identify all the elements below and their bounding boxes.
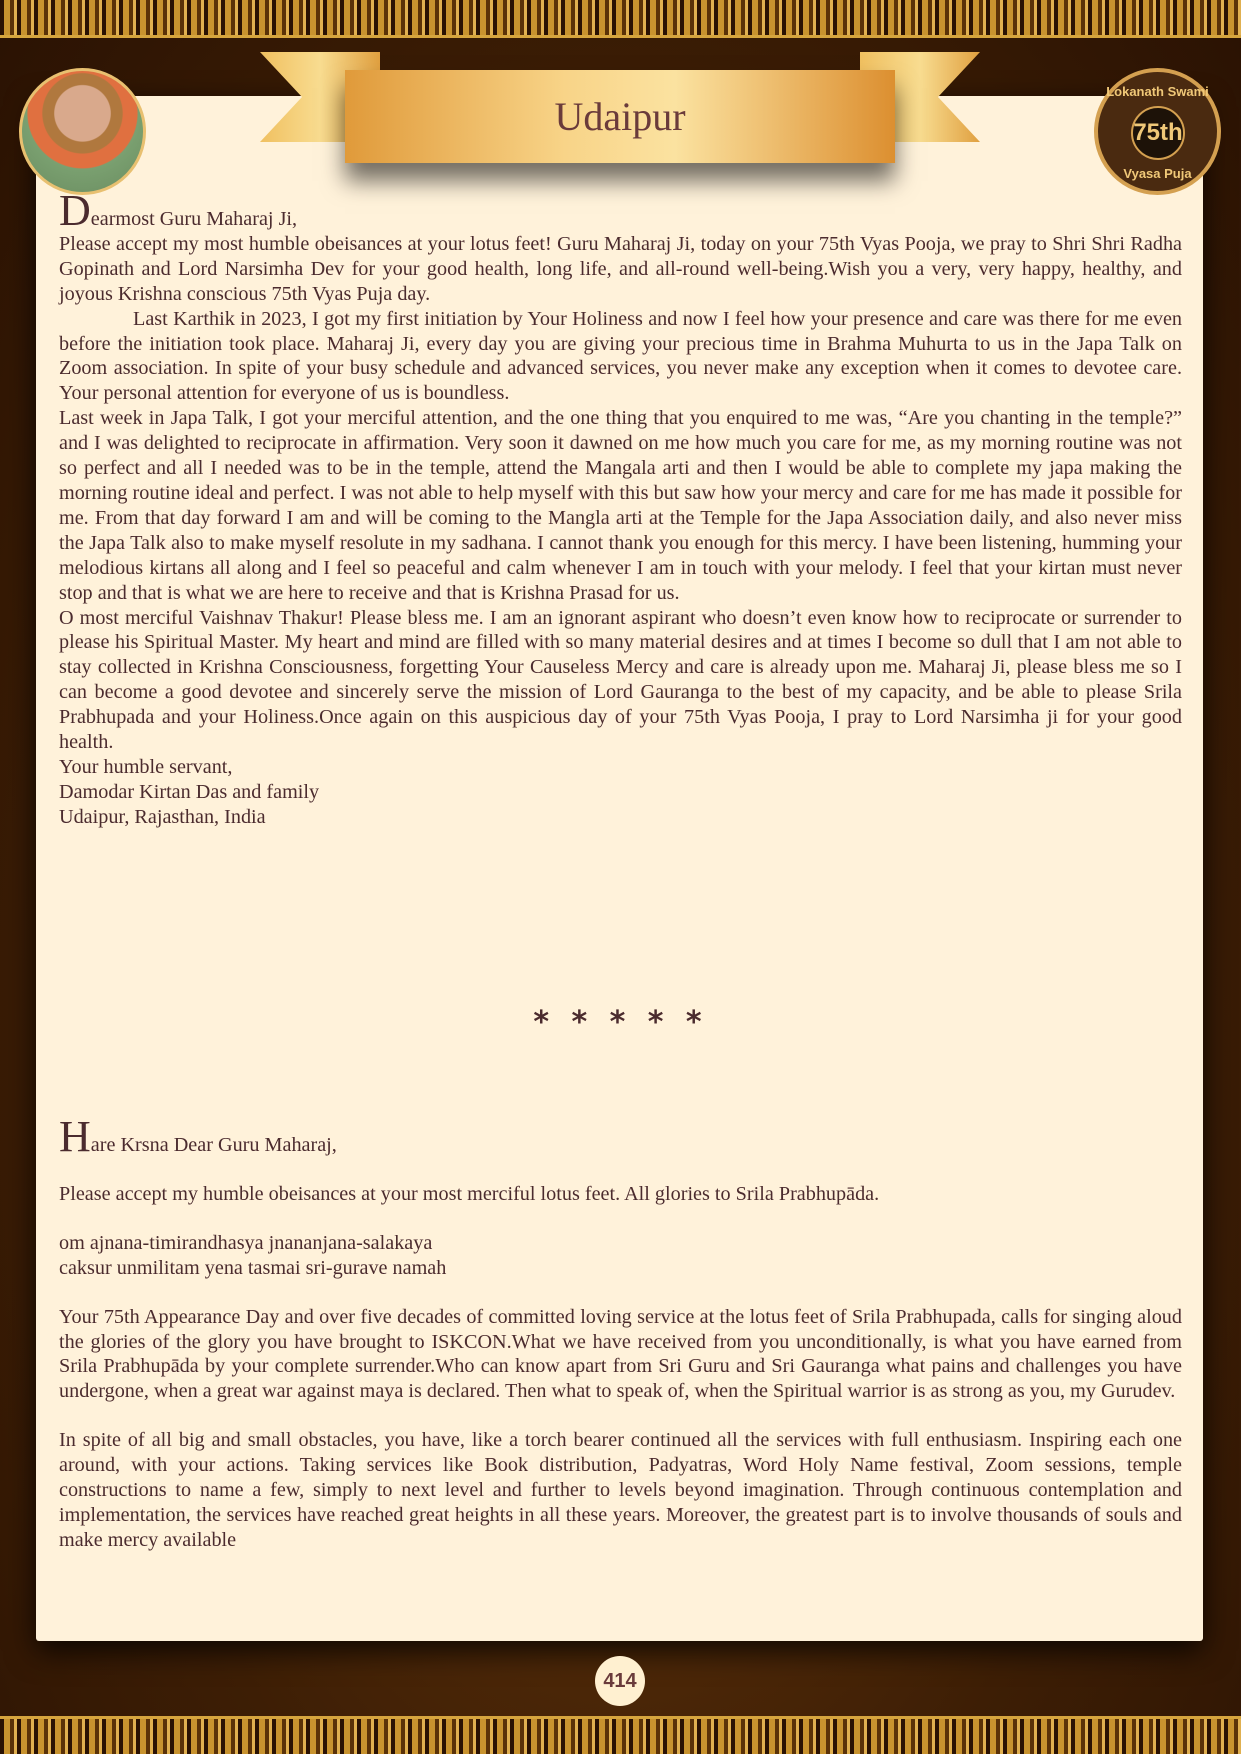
salutation — [59, 186, 1182, 235]
paragraph: Last Karthik in 2023, I got my first initiation by Your Holiness and now I feel how your presence and care was there for me even before the initiation took place. Maharaj Ji, every day you are giving your precious time in Brahma Muhurta to us in the Japa Talk on Zoom association. In spite of your busy schedule and advanced services, you never make any exception when it comes to devotee care. Your personal attention for everyone of us is boundless. — [59, 307, 1182, 405]
closing: Your humble servant, — [59, 755, 233, 778]
drop-cap: H — [59, 1112, 91, 1161]
drop-cap: D — [59, 186, 91, 235]
bottom-ornamental-border — [0, 1716, 1241, 1754]
badge-top-text: Lokanath Swami — [1106, 84, 1209, 99]
guru-portrait — [19, 68, 146, 195]
signature: Damodar Kirtan Das and family — [59, 780, 320, 803]
vyasa-puja-badge-logo — [1094, 68, 1221, 195]
paragraph: Last week in Japa Talk, I got your merciful attention, and the one thing that you enquired to me was, “Are you chanting in the temple?” and I was delighted to reciprocate in affirmation. Very soon it dawned on me how much you care for me, as my morning routine was not so perfect and all I needed was to be in the temple, attend the Mangala arti and then I would be able to complete my japa making the morning routine ideal and perfect. I was not able to help myself with this but saw how your mercy and care for me has made it possible for me. From that day forward I am and will be coming to the Mangla arti at the Temple for the Japa Association daily, and also never miss the Japa Talk also to make myself resolute in my sadhana. I cannot thank you enough for this mercy. I have been listening, humming your melodious kirtans all along and I feel so peaceful and calm whenever I am in touch with your melody. I feel that your kirtan must never stop and that is what we are here to receive and that is Krishna Prasad for us. — [59, 407, 1182, 604]
salutation-text: earmost Guru Maharaj Ji, — [90, 208, 298, 230]
verse-line: om ajnana-timirandhasya jnananjana-salakaya — [59, 1231, 433, 1254]
page-number: 414 — [595, 1656, 645, 1706]
section-separator: * * * * * — [533, 1005, 708, 1040]
paragraph: O most merciful Vaishnav Thakur! Please bless me. I am an ignorant aspirant who doesn’t even know how to reciprocate or surrender to please his Spiritual Master. My heart and mind are filled with so many material desires and at times I become so dull that I am not able to stay collected in Krishna Consciousness, forgetting Your Causeless Mercy and care is already upon me. Maharaj Ji, please bless me so I can become a good devotee and sincerely serve the mission of Lord Gauranga to the best of my capacity, and be able to please Srila Prabhupada and your Holiness.Once again on this auspicious day of your 75th Vyas Pooja, I pray to Lord Narsimha ji for your good health. — [59, 606, 1182, 754]
title-ribbon — [345, 70, 895, 163]
paragraph: In spite of all big and small obstacles, you have, like a torch bearer continued all the services with full enthusiasm. Inspiring each one around, with your actions. Taking services like Book distribution, Padyatras, Word Holy Name festival, Zoom sessions, temple constructions to name a few, simply to next level and further to levels beyond imagination. Through continuous contemplation and implementation, the services have reached great heights in all these years. Moreover, the greatest part is to involve thousands of souls and make mercy available — [59, 1429, 1182, 1551]
salutation-text: are Krsna Dear Guru Maharaj, — [90, 1134, 337, 1156]
badge-bottom-text: Vyasa Puja — [1123, 166, 1192, 181]
location: Udaipur, Rajasthan, India — [59, 805, 266, 828]
page-title: Udaipur — [554, 94, 686, 139]
salutation — [59, 1112, 1182, 1161]
paragraph: Your 75th Appearance Day and over five decades of committed loving service at the lotus feet of Srila Prabhupada, calls for singing aloud the glories of the glory you have brought to ISKCON.What we have received from you unconditionally, is what you have earned from Srila Prabhupāda by your complete surrender.Who can know apart from Sri Guru and Sri Gauranga what pains and challenges you have undergone, when a great war against maya is declared. Then what to speak of, when the Spiritual warrior is as strong as you, my Gurudev. — [59, 1305, 1182, 1403]
paragraph: Please accept my most humble obeisances at your lotus feet! Guru Maharaj Ji, today on your 75th Vyas Pooja, we pray to Shri Shri Radha Gopinath and Lord Narsimha Dev for your good health, long life, and all-round well-being.Wish you a very, very happy, healthy, and joyous Krishna conscious 75th Vyas Puja day. — [59, 232, 1182, 305]
letter-2 — [59, 1112, 1182, 1553]
letter-1 — [59, 186, 1182, 830]
verse-line: caksur unmilitam yena tasmai sri-gurave namah — [59, 1256, 447, 1279]
top-ornamental-border — [0, 0, 1241, 38]
badge-number: 75th — [1131, 106, 1185, 160]
paragraph: Please accept my humble obeisances at your most merciful lotus feet. All glories to Srila Prabhupāda. — [59, 1182, 880, 1205]
